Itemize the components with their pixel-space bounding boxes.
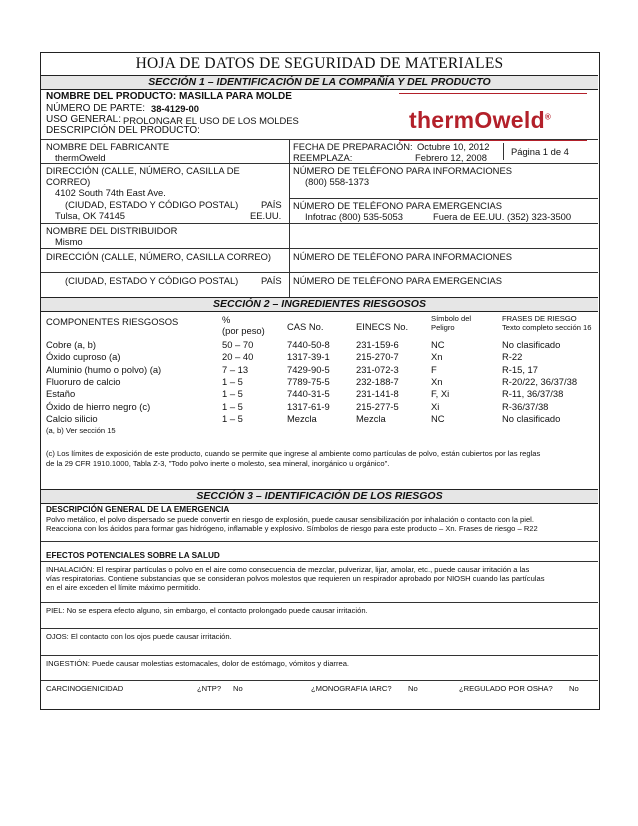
ingredient-phrases: R-36/37/38	[502, 400, 549, 412]
inhalation-line-2: vías respiratorias. Contiene substancias que se consideran polvos molestos que requieren un respirador aprobado por NIOSH cuando las partículas	[46, 574, 545, 583]
logo-text: thermOweld	[409, 107, 545, 133]
address-value: 4102 South 74th East Ave.	[55, 187, 166, 198]
info-phone-value: (800) 558-1373	[305, 176, 370, 187]
col-einecs: EINECS No.	[356, 321, 409, 332]
country-value: EE.UU.	[250, 210, 282, 221]
info-phone-label: NÚMERO DE TELÉFONO PARA INFORMACIONES	[293, 165, 512, 176]
manufacturer-label: NOMBRE DEL FABRICANTE	[46, 141, 170, 152]
emergency-phone-label: NÚMERO DE TELÉFONO PARA EMERGENCIAS	[293, 200, 503, 211]
health-title: EFECTOS POTENCIALES SOBRE LA SALUD	[46, 551, 220, 560]
section-3-heading: SECCIÓN 3 – IDENTIFICACIÓN DE LOS RIESGOS	[41, 489, 598, 504]
ingredient-name: Calcio silicio	[46, 412, 98, 424]
ingredient-einecs: 231-159-6	[356, 339, 399, 350]
ingredient-einecs: 231-141-8	[356, 388, 399, 400]
ingredient-name: Aluminio (humo o polvo) (a)	[46, 363, 162, 375]
distributor-info-phone-label: NÚMERO DE TELÉFONO PARA INFORMACIONES	[293, 251, 512, 262]
ingredient-percent: 1 – 5	[222, 375, 243, 387]
col-pct-2: (por peso)	[222, 325, 265, 336]
eyes-effect: OJOS: El contacto con los ojos puede causar irritación.	[46, 632, 232, 641]
emergency-phone-value-1: Infotrac (800) 535-5053	[305, 211, 403, 222]
col-phrases-2: Texto completo sección 16	[502, 323, 592, 332]
ingredient-name: Estaño	[46, 388, 76, 400]
use-value: PROLONGAR EL USO DE LOS MOLDES	[123, 115, 299, 126]
country-label: PAÍS	[261, 199, 282, 210]
col-cas: CAS No.	[287, 321, 324, 332]
divider	[41, 223, 598, 224]
divider	[41, 541, 598, 542]
distributor-emergency-label: NÚMERO DE TELÉFONO PARA EMERGENCIAS	[293, 275, 503, 286]
ingredient-einecs: 215-270-7	[356, 351, 399, 363]
product-name: NOMBRE DEL PRODUCTO: MASILLA PARA MOLDE	[46, 91, 292, 102]
col-phrases-1: FRASES DE RIESGO	[502, 314, 577, 323]
emergency-title: DESCRIPCIÓN GENERAL DE LA EMERGENCIA	[46, 505, 230, 514]
ingredient-einecs: 232-188-7	[356, 375, 399, 387]
divider	[41, 272, 598, 273]
note-c-line-1: (c) Los límites de exposición de este producto, cuando se permite que ingrese al ambiente como partículas de polvo, están cubiertos por las reglas	[46, 449, 541, 458]
ingredient-symbol: NC	[431, 412, 445, 424]
registered-mark: ®	[544, 112, 552, 122]
address-label-1: DIRECCIÓN (CALLE, NÚMERO, CASILLA DE	[46, 165, 240, 176]
thermoweld-logo	[409, 107, 551, 134]
section-2-heading: SECCIÓN 2 – INGREDIENTES RIESGOSOS	[41, 297, 598, 312]
ingredient-percent: 1 – 5	[222, 388, 243, 400]
city-value: Tulsa, OK 74145	[55, 210, 126, 221]
osha-answer: No	[569, 684, 579, 693]
skin-effect: PIEL: No se espera efecto alguno, sin embargo, el contacto prolongado puede causar irritación.	[46, 606, 368, 615]
ingredient-name: Óxido de hierro negro (c)	[46, 400, 151, 412]
divider	[41, 628, 598, 629]
prep-date-label: FECHA DE PREPARACIÓN:	[293, 141, 413, 152]
ingredient-cas: 1317-61-9	[287, 400, 330, 412]
emergency-phone-value-2: Fuera de EE.UU. (352) 323-3500	[433, 211, 572, 222]
divider	[41, 139, 598, 140]
ingredient-cas: Mezcla	[287, 412, 317, 424]
ingredient-phrases: R-15, 17	[502, 363, 538, 375]
ingredient-einecs: Mezcla	[356, 412, 386, 424]
logo-rule-top	[399, 93, 587, 94]
prep-date-value: Octubre 10, 2012	[417, 141, 490, 152]
ingredient-cas: 7440-31-5	[287, 388, 330, 400]
divider	[41, 561, 598, 562]
address-label-2: CORREO)	[46, 176, 91, 187]
inhalation-line-3: en el aire exceden el límite máximo permitido.	[46, 583, 201, 592]
part-label: NÚMERO DE PARTE:	[46, 103, 146, 114]
ingredient-percent: 1 – 5	[222, 412, 243, 424]
carcinogenicity-label: CARCINOGENICIDAD	[46, 684, 124, 693]
ingredient-percent: 50 – 70	[222, 339, 254, 350]
ingredient-cas: 7429-90-5	[287, 363, 330, 375]
note-ab: (a, b) Ver sección 15	[46, 426, 116, 435]
description-label: DESCRIPCIÓN DEL PRODUCTO:	[46, 125, 200, 136]
ntp-answer: No	[233, 684, 243, 693]
osha-question: ¿REGULADO POR OSHA?	[459, 684, 553, 693]
ingredient-phrases: R-20/22, 36/37/38	[502, 375, 578, 387]
ingredient-percent: 7 – 13	[222, 363, 249, 375]
page-number: Página 1 de 4	[511, 146, 569, 157]
msds-sheet	[40, 52, 600, 710]
col-symbol-2: Peligro	[431, 323, 455, 332]
ingredient-percent: 1 – 5	[222, 400, 243, 412]
document-title: HOJA DE DATOS DE SEGURIDAD DE MATERIALES	[41, 53, 598, 76]
part-value: 38-4129-00	[151, 103, 199, 114]
iarc-answer: No	[408, 684, 418, 693]
divider	[289, 198, 598, 199]
replaces-label: REEMPLAZA:	[293, 152, 353, 163]
col-symbol-1: Símbolo del	[431, 314, 472, 323]
divider	[41, 655, 598, 656]
distributor-label: NOMBRE DEL DISTRIBUIDOR	[46, 225, 178, 236]
emergency-line-2: Reacciona con los ácidos para formar gas hidrógeno, inflamable y explosivo. Símbolos de riesgo para este producto – Xn. Frases de riesgo – R22	[46, 524, 538, 533]
ingredient-symbol: Xi	[431, 400, 440, 412]
distributor-address-label: DIRECCIÓN (CALLE, NÚMERO, CASILLA CORREO)	[46, 251, 272, 262]
distributor-city-label: (CIUDAD, ESTADO Y CÓDIGO POSTAL)	[65, 275, 239, 286]
ingredient-percent: 20 – 40	[222, 351, 254, 363]
ingredient-name: Fluoruro de calcio	[46, 375, 121, 387]
divider	[41, 680, 598, 681]
emergency-line-1: Polvo metálico, el polvo dispersado se puede convertir en riesgo de explosión, puede causar sensibilización por inhalación o contacto con la piel.	[46, 515, 534, 524]
iarc-question: ¿MONOGRAFIA IARC?	[311, 684, 392, 693]
ingredient-cas: 7440-50-8	[287, 339, 330, 350]
ingredient-phrases: No clasificado	[502, 339, 561, 350]
divider	[41, 248, 598, 249]
ingredient-symbol: F, Xi	[431, 388, 450, 400]
ingredient-symbol: Xn	[431, 351, 443, 363]
divider	[41, 602, 598, 603]
col-pct-1: %	[222, 314, 231, 325]
ingredient-symbol: Xn	[431, 375, 443, 387]
ingredient-symbol: F	[431, 363, 437, 375]
note-c-line-2: de la 29 CFR 1910.1000, Tabla Z-3, "Todo polvo inerte o molesto, sea mineral, inorgánico u orgánico".	[46, 459, 390, 468]
replaces-value: Febrero 12, 2008	[415, 152, 487, 163]
page-box-divider	[503, 143, 504, 160]
ingredient-name: Cobre (a, b)	[46, 339, 97, 350]
ingredient-einecs: 215-277-5	[356, 400, 399, 412]
ingredient-name: Óxido cuproso (a)	[46, 351, 121, 363]
distributor-country-label: PAÍS	[261, 275, 282, 286]
ingredient-phrases: R-22	[502, 351, 523, 363]
col-components: COMPONENTES RIESGOSOS	[46, 316, 179, 327]
divider	[41, 163, 598, 164]
ntp-question: ¿NTP?	[197, 684, 222, 693]
ingestion-effect: INGESTIÓN: Puede causar molestias estomacales, dolor de estómago, vómitos y diarrea.	[46, 659, 350, 668]
section-1-heading: SECCIÓN 1 – IDENTIFICACIÓN DE LA COMPAÑÍA Y DEL PRODUCTO	[41, 75, 598, 90]
ingredient-cas: 7789-75-5	[287, 375, 330, 387]
distributor-value: Mismo	[55, 236, 83, 247]
ingredient-symbol: NC	[431, 339, 445, 350]
inhalation-line-1: INHALACIÓN: El respirar partículas o polvo en el aire como consecuencia de mezclar, pulverizar, lijar, amolar, etc., puede causar irritación a las	[46, 565, 530, 574]
ingredient-phrases: No clasificado	[502, 412, 561, 424]
city-label: (CIUDAD, ESTADO Y CÓDIGO POSTAL)	[65, 199, 239, 210]
ingredient-cas: 1317-39-1	[287, 351, 330, 363]
ingredient-einecs: 231-072-3	[356, 363, 399, 375]
ingredient-phrases: R-11, 36/37/38	[502, 388, 564, 400]
manufacturer-value: thermOweld	[55, 152, 106, 163]
use-label: USO GENERAL:	[46, 114, 122, 125]
